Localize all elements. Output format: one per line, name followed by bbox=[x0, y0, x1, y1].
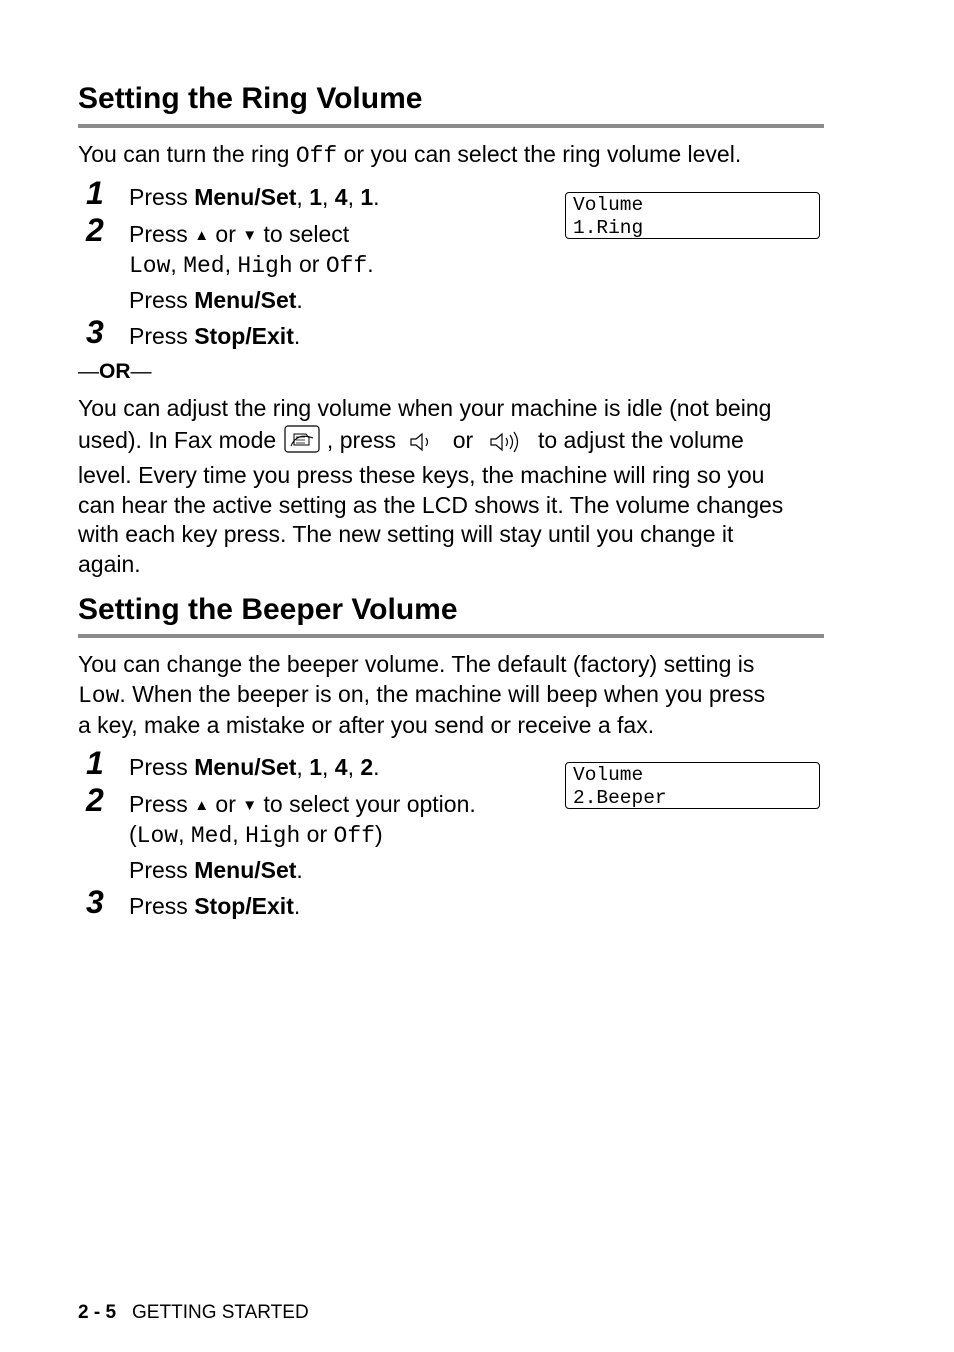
beeper-volume-heading: Setting the Beeper Volume bbox=[78, 593, 458, 626]
beeper-step-2-confirm: Press Menu/Set. bbox=[129, 857, 303, 883]
section-rule bbox=[78, 634, 824, 638]
beeper-step-2: Press ▲ or ▼ to select your option. bbox=[129, 790, 476, 820]
code-low: Low bbox=[78, 682, 120, 709]
code-off: Off bbox=[295, 143, 338, 169]
step-number: 2 bbox=[86, 212, 104, 248]
volume-up-icon bbox=[488, 430, 520, 462]
or-separator: —OR— bbox=[78, 360, 152, 383]
step-number: 3 bbox=[86, 314, 104, 350]
step-number: 2 bbox=[86, 782, 104, 818]
ring-step-3: Press Stop/Exit. bbox=[129, 323, 301, 349]
lcd-display-ring: Volume 1.Ring bbox=[565, 192, 820, 239]
ring-step-2-options: Low, Med, High or Off. bbox=[129, 251, 374, 279]
lcd-display-beeper: Volume 2.Beeper bbox=[565, 762, 820, 809]
page-number: 2 - 5 bbox=[78, 1302, 117, 1323]
footer-section: GETTING STARTED bbox=[132, 1302, 309, 1323]
ring-step-2-confirm: Press Menu/Set. bbox=[129, 287, 303, 313]
beeper-intro: You can change the beeper volume. The default (factory) setting is Low. When the beeper is on, the machine will beep when you press a key, make a mistake or after you send or receive a fax. bbox=[78, 651, 766, 738]
up-arrow-icon: ▲ bbox=[194, 797, 210, 814]
beeper-step-2-options: (Low, Med, High or Off) bbox=[129, 821, 383, 849]
fax-mode-key-icon bbox=[283, 424, 321, 462]
step-number: 3 bbox=[86, 884, 104, 920]
down-arrow-icon: ▼ bbox=[242, 797, 258, 814]
volume-down-icon bbox=[408, 430, 436, 462]
page-footer bbox=[78, 1301, 309, 1325]
up-arrow-icon: ▲ bbox=[194, 227, 210, 244]
down-arrow-icon: ▼ bbox=[242, 227, 258, 244]
ring-step-1: Press Menu/Set, 1, 4, 1. bbox=[129, 184, 380, 210]
section-rule bbox=[78, 124, 824, 128]
step-number: 1 bbox=[86, 175, 104, 211]
beeper-step-1: Press Menu/Set, 1, 4, 2. bbox=[129, 754, 380, 780]
ring-alt-paragraph: You can adjust the ring volume when your machine is idle (not being used). In Fax mode , press or to adjust the volume level. Every time you press these keys, the machine will ring so you can hear the active setting as the LCD shows it. The volume changes with each key press. The new setting will stay until you change it again. bbox=[78, 395, 784, 577]
ring-intro: You can turn the ring Off or you can select the ring volume level. bbox=[78, 141, 742, 169]
beeper-step-3: Press Stop/Exit. bbox=[129, 893, 301, 919]
ring-step-2: Press ▲ or ▼ to select bbox=[129, 220, 349, 250]
step-number: 1 bbox=[86, 745, 104, 781]
ring-volume-heading: Setting the Ring Volume bbox=[78, 82, 423, 115]
